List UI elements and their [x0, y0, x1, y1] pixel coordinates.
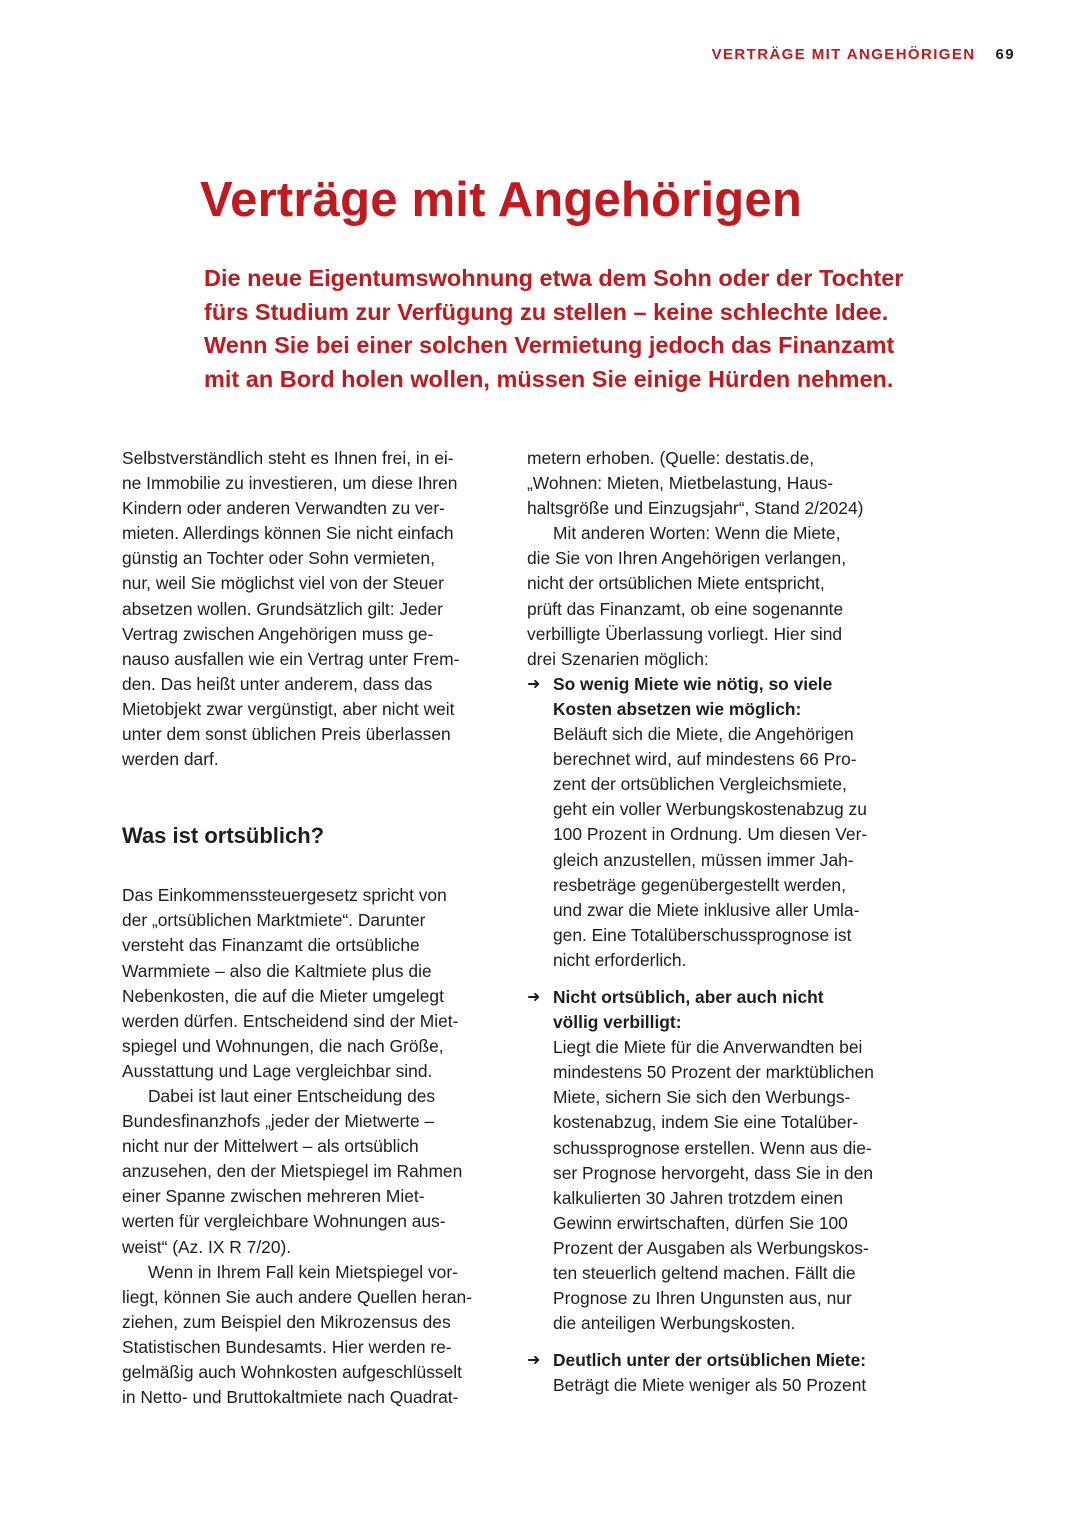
text-line: versteht das Finanzamt die ortsübliche — [122, 935, 420, 956]
text-line: „Wohnen: Mieten, Mietbelastung, Haus- — [527, 473, 834, 494]
text-line: Mit anderen Worten: Wenn die Miete, — [553, 523, 841, 544]
text-line: Das Einkommenssteuergesetz spricht von — [122, 885, 447, 906]
text-line: Kindern oder anderen Verwandten zu ver- — [122, 498, 445, 519]
continued-paragraph — [527, 446, 917, 521]
text-line: werten für vergleichbare Wohnungen aus- — [122, 1211, 446, 1232]
text-line: Beträgt die Miete weniger als 50 Prozent — [553, 1375, 867, 1396]
text-line: kostenabzug, indem Sie eine Totalüber- — [553, 1112, 859, 1133]
text-line: ne Immobilie zu investieren, um diese Ihren — [122, 473, 458, 494]
text-line: nicht der ortsüblichen Miete entspricht, — [527, 573, 825, 594]
text-line: die anteiligen Werbungskosten. — [553, 1313, 796, 1334]
text-line: Gewinn erwirtschaften, dürfen Sie 100 — [553, 1212, 848, 1233]
text-line: anzusehen, den der Mietspiegel im Rahmen — [122, 1161, 463, 1182]
text-line: Nebenkosten, die auf die Mieter umgelegt — [122, 985, 444, 1006]
text-line: Wenn in Ihrem Fall kein Mietspiegel vor- — [148, 1261, 458, 1282]
bullet-heading: So wenig Miete wie nötig, so viele — [553, 673, 833, 694]
text-line: Ausstattung und Lage vergleichbar sind. — [122, 1060, 433, 1081]
text-line: ser Prognose hervorgeht, dass Sie in den — [553, 1162, 873, 1183]
running-header-section: VERTRÄGE MIT ANGEHÖRIGEN — [711, 46, 976, 63]
text-line: 100 Prozent in Ordnung. Um diesen Ver- — [553, 824, 868, 845]
text-line: nauso ausfallen wie ein Vertrag unter Frem- — [122, 648, 460, 669]
arrow-icon: ➜ — [527, 675, 541, 693]
text-line: haltsgröße und Einzugsjahr“, Stand 2/2024) — [527, 498, 864, 519]
arrow-icon: ➜ — [527, 1352, 541, 1370]
paragraph-szenarien — [527, 521, 917, 672]
bullet-heading: Deutlich unter der ortsüblichen Miete: — [553, 1350, 867, 1371]
running-header — [712, 46, 1015, 63]
text-line: werden dürfen. Entscheidend sind der Miet- — [122, 1010, 459, 1031]
bullet-item — [527, 1348, 917, 1398]
lead-paragraph — [204, 262, 984, 396]
intro-paragraph — [122, 446, 500, 772]
text-line: zent der ortsüblichen Vergleichsmiete, — [553, 774, 847, 795]
text-line: Statistischen Bundesamts. Hier werden re- — [122, 1336, 452, 1357]
text-line: Prozent der Ausgaben als Werbungskos- — [553, 1237, 869, 1258]
text-line: nicht erforderlich. — [553, 949, 687, 970]
lead-line: mit an Bord holen wollen, müssen Sie einige Hürden nehmen. — [204, 365, 894, 392]
bullet-item — [527, 672, 917, 973]
text-line: liegt, können Sie auch andere Quellen heran- — [122, 1286, 472, 1307]
text-line: gelmäßig auch Wohnkosten aufgeschlüsselt — [122, 1362, 462, 1382]
text-line: weist“ (Az. IX R 7/20). — [122, 1236, 292, 1257]
text-line: die Sie von Ihren Angehörigen verlangen, — [527, 548, 847, 569]
text-line: geht ein voller Werbungskostenabzug zu — [553, 799, 867, 820]
text-line: günstig an Tochter oder Sohn vermieten, — [122, 548, 435, 569]
text-line: und zwar die Miete inklusive aller Umla- — [553, 899, 860, 920]
text-line: Mietobjekt zwar vergünstigt, aber nicht weit — [122, 698, 455, 719]
text-line: resbeträge gegenübergestellt werden, — [553, 874, 846, 895]
text-line: berechnet wird, auf mindestens 66 Pro- — [553, 749, 857, 770]
text-line: der „ortsüblichen Marktmiete“. Darunter — [122, 910, 426, 931]
text-line: ziehen, zum Beispiel den Mikrozensus des — [122, 1311, 451, 1332]
bullet-heading: Nicht ortsüblich, aber auch nicht — [553, 986, 824, 1007]
paragraph-marktmiete — [122, 883, 500, 1084]
text-line: unter dem sonst üblichen Preis überlassen — [122, 724, 451, 745]
text-line: gleich anzustellen, müssen immer Jah- — [553, 849, 854, 870]
text-line: einer Spanne zwischen mehreren Miet- — [122, 1186, 425, 1207]
text-line: schussprognose erstellen. Wenn aus die- — [553, 1137, 872, 1158]
text-line: prüft das Finanzamt, ob eine sogenannte — [527, 598, 844, 619]
text-line: mieten. Allerdings können Sie nicht einfach — [122, 523, 454, 544]
bullet-heading: völlig verbilligt: — [553, 1012, 682, 1033]
page-number: 69 — [995, 46, 1015, 63]
text-line: den. Das heißt unter anderem, dass das — [122, 673, 433, 694]
text-line: Selbstverständlich steht es Ihnen frei, in ei- — [122, 448, 454, 468]
text-line: Vertrag zwischen Angehörigen muss ge- — [122, 623, 434, 644]
lead-line: Wenn Sie bei einer solchen Vermietung jedoch das Finanzamt — [204, 332, 895, 358]
text-line: werden darf. — [122, 749, 219, 770]
left-column — [122, 446, 500, 1410]
page-title: Verträge mit Angehörigen — [200, 173, 802, 227]
text-line: Prognose zu Ihren Ungunsten aus, nur — [553, 1288, 852, 1309]
text-line: Dabei ist laut einer Entscheidung des — [148, 1085, 436, 1106]
paragraph-mikrozensus — [122, 1260, 500, 1411]
text-line: kalkulierten 30 Jahren trotzdem einen — [553, 1187, 844, 1208]
bullet-item — [527, 985, 917, 1336]
text-line: mindestens 50 Prozent der marktüblichen — [553, 1062, 874, 1083]
lead-line: fürs Studium zur Verfügung zu stellen – keine schlechte Idee. — [204, 298, 889, 325]
text-line: Beläuft sich die Miete, die Angehörigen — [553, 724, 854, 745]
paragraph-bundesfinanzhof — [122, 1084, 500, 1260]
text-line: verbilligte Überlassung vorliegt. Hier sind — [527, 623, 843, 644]
text-line: Miete, sichern Sie sich den Werbungs- — [553, 1087, 851, 1108]
arrow-icon: ➜ — [527, 988, 541, 1006]
text-line: spiegel und Wohnungen, die nach Größe, — [122, 1035, 444, 1056]
text-line: Liegt die Miete für die Anverwandten bei — [553, 1037, 863, 1058]
text-line: nur, weil Sie möglichst viel von der Steuer — [122, 573, 444, 594]
bullet-heading: Kosten absetzen wie möglich: — [553, 698, 802, 719]
text-line: drei Szenarien möglich: — [527, 648, 709, 669]
text-line: metern erhoben. (Quelle: destatis.de, — [527, 448, 815, 468]
text-line: ten steuerlich geltend machen. Fällt die — [553, 1263, 856, 1283]
right-column — [527, 446, 917, 1398]
text-line: nicht nur der Mittelwert – als ortsüblich — [122, 1136, 419, 1157]
section-subheading: Was ist ortsüblich? — [122, 823, 325, 849]
text-line: Warmmiete – also die Kaltmiete plus die — [122, 960, 432, 981]
lead-line: Die neue Eigentumswohnung etwa dem Sohn oder der Tochter — [204, 265, 904, 291]
text-line: in Netto- und Bruttokaltmiete nach Quadrat- — [122, 1387, 459, 1408]
text-line: absetzen wollen. Grundsätzlich gilt: Jeder — [122, 598, 443, 619]
text-line: Bundesfinanzhofs „jeder der Mietwerte – — [122, 1111, 435, 1132]
text-line: gen. Eine Totalüberschussprognose ist — [553, 924, 852, 945]
